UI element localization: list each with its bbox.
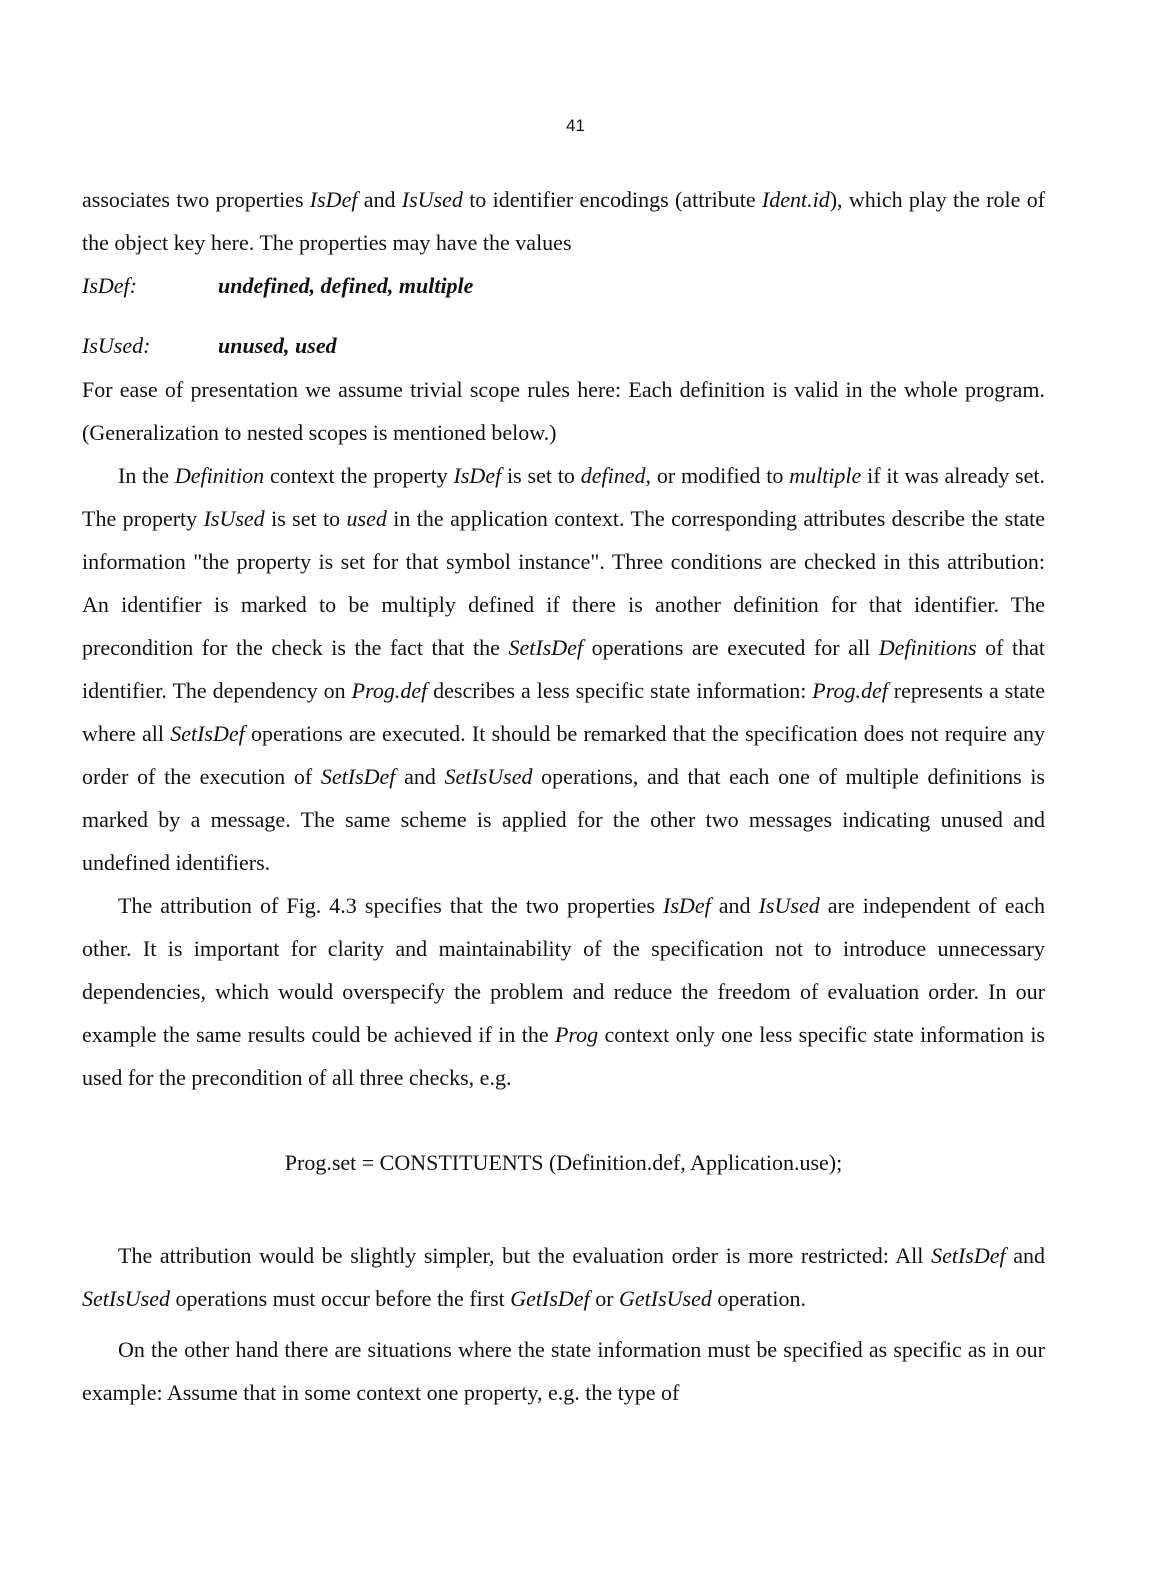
property-values: undefined, defined, multiple	[218, 273, 474, 298]
text-span: context only one less specific state information is used for the precondition of all three checks, e.g.	[82, 1022, 1045, 1090]
italic-term: GetIsUsed	[619, 1286, 712, 1311]
italic-term: Ident.id	[761, 187, 830, 212]
text-span: The attribution would be slightly simpler, but the evaluation order is more restricted: All	[118, 1243, 932, 1268]
italic-term: Definition	[174, 463, 265, 488]
text-span: operation.	[711, 1286, 806, 1311]
italic-term: Prog	[554, 1022, 599, 1047]
text-span: operations, and that each one of multiple definitions is marked by a message. The same scheme is applied for the other two messages indicating unused and undefined identifiers.	[82, 764, 1045, 875]
text-span: In the	[118, 463, 175, 488]
italic-term: SetIsDef	[508, 635, 584, 660]
text-span: in the application context. The corresponding attributes describe the state information "the property is set for that symbol instance". Three conditions are checked in this attribution: An identifier is marked to be multiply defined if there is another definition for that identifier. The precondition for the check is the fact that the	[82, 506, 1045, 660]
property-label: IsDef:	[82, 273, 137, 298]
property-label: IsUsed:	[82, 333, 151, 358]
text-span: context the property	[264, 463, 454, 488]
text-span: is set to	[264, 506, 347, 531]
text-span: if it was already set. The property	[82, 463, 1045, 531]
italic-term: IsDef	[663, 893, 711, 918]
italic-term: IsUsed	[203, 506, 265, 531]
italic-term: IsDef	[453, 463, 502, 488]
text-span: The attribution of Fig. 4.3 specifies that the two properties	[118, 893, 664, 918]
body-text	[82, 178, 1045, 1414]
page-number: 41	[566, 116, 585, 135]
text-span: of that identifier. The dependency on	[82, 635, 1045, 703]
text-span: is set to	[501, 463, 581, 488]
italic-term: defined	[580, 463, 646, 488]
text-span: describes a less specific state information:	[427, 678, 813, 703]
paragraph-1	[82, 178, 1045, 264]
paragraph-3	[82, 454, 1045, 884]
italic-term: IsUsed	[401, 187, 463, 212]
text-span: operations are executed for all	[583, 635, 879, 660]
property-values: unused, used	[218, 333, 337, 358]
italic-term: Prog.def	[351, 678, 428, 703]
italic-term: IsUsed	[758, 893, 820, 918]
italic-term: SetIsUsed	[444, 764, 533, 789]
formula: Prog.set = CONSTITUENTS (Definition.def, Application.use);	[284, 1150, 843, 1175]
text-span: ), which play the role of the object key here. The properties may have the values	[82, 187, 1046, 255]
italic-term: SetIsDef	[320, 764, 396, 789]
text-span: to identifier encodings (attribute	[462, 187, 762, 212]
property-row-isused	[82, 324, 1045, 368]
text-span: are independent of each other. It is important for clarity and maintainability of the specification not to introduce unnecessary dependencies, which would overspecify the problem and reduce the freedom of evaluation order. In our example the same results could be achieved if in the	[82, 893, 1045, 1047]
text-span: and	[710, 893, 759, 918]
text-span: operations are executed. It should be remarked that the specification does not require any order of the execution of	[82, 721, 1045, 789]
text-span: and	[395, 764, 445, 789]
text-span: associates two properties	[82, 187, 310, 212]
italic-term: SetIsDef	[931, 1243, 1006, 1268]
italic-term: SetIsDef	[170, 721, 245, 746]
italic-term: IsDef	[309, 187, 358, 212]
italic-term: multiple	[789, 463, 862, 488]
text-span: operations must occur before the first	[169, 1286, 511, 1311]
text-span: represents a state where all	[82, 678, 1045, 746]
italic-term: Definitions	[878, 635, 977, 660]
text-span: , or modified to	[645, 463, 790, 488]
paragraph-2: For ease of presentation we assume trivial scope rules here: Each definition is valid in the whole program. (Generalization to nested scopes is mentioned below.)	[82, 377, 1045, 445]
italic-term: Prog.def	[812, 678, 888, 703]
text-span: and	[357, 187, 402, 212]
italic-term: GetIsDef	[510, 1286, 590, 1311]
property-row-isdef	[82, 264, 1045, 308]
italic-term: SetIsUsed	[82, 1286, 170, 1311]
paragraph-6: On the other hand there are situations where the state information must be specified as specific as in our example: Assume that in some context one property, e.g. the type of	[82, 1337, 1045, 1405]
text-span: or	[589, 1286, 620, 1311]
italic-term: used	[346, 506, 387, 531]
text-span: and	[1005, 1243, 1046, 1268]
paragraph-5	[82, 1234, 1045, 1320]
paragraph-4	[82, 884, 1045, 1099]
